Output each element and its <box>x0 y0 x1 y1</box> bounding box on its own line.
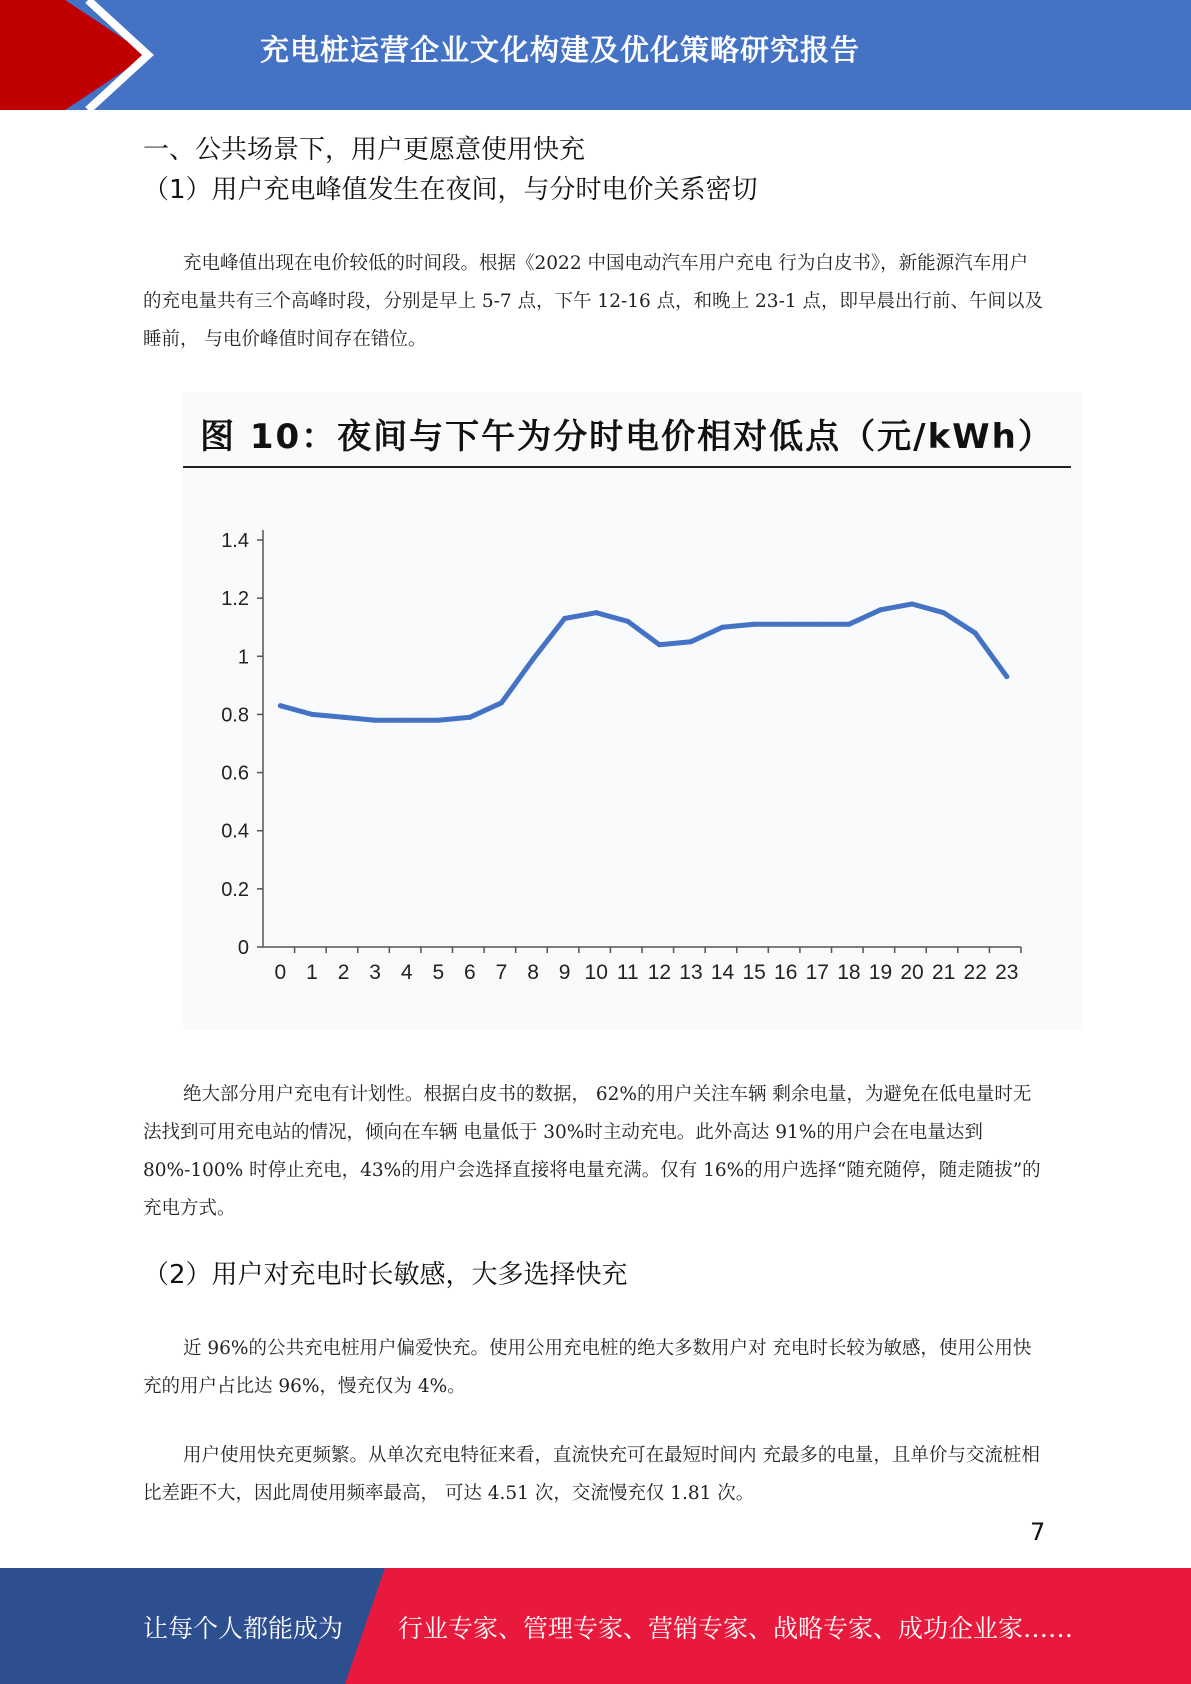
footer-slogan-right: 行业专家、管理专家、营销专家、战略专家、成功企业家…… <box>398 1614 1074 1643</box>
data-point <box>783 622 788 627</box>
x-tick-label: 9 <box>558 961 571 984</box>
paragraph-fast-charge-preference: 近 96%的公共充电桩用户偏爱快充。使用公用充电桩的绝大多数用户对 充电时长较为敏感，使用公用快充的用户占比达 96%，慢充仅为 4%。 <box>143 1338 1032 1397</box>
report-header <box>0 0 1191 110</box>
footer-slogan-left: 让每个人都能成为 <box>143 1614 344 1643</box>
report-title: 充电桩运营企业文化构建及优化策略研究报告 <box>260 33 861 67</box>
data-point <box>373 718 378 723</box>
x-tick-label: 2 <box>337 961 350 984</box>
x-tick-label: 12 <box>647 961 672 984</box>
x-tick-label: 1 <box>306 961 318 984</box>
data-point <box>310 712 315 717</box>
data-point <box>278 703 283 708</box>
y-tick-label: 0.4 <box>221 820 249 843</box>
y-tick-label: 1.2 <box>221 588 249 611</box>
data-point <box>720 625 725 630</box>
x-tick-label: 11 <box>616 961 639 984</box>
x-tick-label: 22 <box>963 961 987 984</box>
x-tick-label: 10 <box>584 961 608 984</box>
x-tick-label: 5 <box>432 961 445 984</box>
data-point <box>625 619 630 624</box>
x-tick-label: 8 <box>527 961 539 984</box>
data-point <box>941 610 946 615</box>
data-point <box>594 610 599 615</box>
series-line <box>280 604 1006 720</box>
paragraph-charging-planning: 绝大部分用户充电有计划性。根据白皮书的数据， 62%的用户关注车辆 剩余电量，为避免在低电量时无法找到可用充电站的情况，倾向在车辆 电量低于 30%时主动充电。此外高达 91%的用户会在电量达到 80%-100% 时停止充电，43%的用户会选择直接将电量充满。仅有 16%的用户选择“随充随停，随走随拔”的充电方式。 <box>143 1084 1041 1219</box>
x-tick-label: 17 <box>805 961 829 984</box>
data-point <box>815 622 820 627</box>
y-tick-label: 0.8 <box>221 704 249 727</box>
data-point <box>846 622 851 627</box>
subsection-heading-1: （1）用户充电峰值发生在夜间，与分时电价关系密切 <box>143 175 758 205</box>
paragraph-fast-charge-frequency: 用户使用快充更频繁。从单次充电特征来看，直流快充可在最短时间内 充最多的电量，且单价与交流桩相比差距不大，因此周使用频率最高， 可达 4.51 次，交流慢充仅 1.81 次。 <box>143 1445 1040 1504</box>
data-point <box>531 657 536 662</box>
x-tick-label: 6 <box>464 961 476 984</box>
data-point <box>562 616 567 621</box>
x-tick-label: 14 <box>710 961 735 984</box>
y-tick-label: 0 <box>237 937 249 959</box>
data-point <box>436 718 441 723</box>
data-point <box>499 700 504 705</box>
data-point <box>404 718 409 723</box>
data-point <box>973 631 978 636</box>
y-tick-label: 0.2 <box>221 878 249 901</box>
data-point <box>657 642 662 647</box>
page-number: 7 <box>1030 1518 1046 1546</box>
data-point <box>910 602 915 607</box>
data-point <box>878 607 883 612</box>
x-tick-label: 21 <box>931 961 956 984</box>
x-tick-label: 7 <box>495 961 508 984</box>
data-point <box>341 715 346 720</box>
x-tick-label: 23 <box>995 961 1019 984</box>
x-tick-label: 0 <box>274 961 287 984</box>
x-tick-label: 19 <box>868 961 893 984</box>
x-tick-label: 18 <box>837 961 861 984</box>
x-tick-label: 15 <box>742 961 766 984</box>
paragraph-peak-times: 充电峰值出现在电价较低的时间段。根据《2022 中国电动汽车用户充电 行为白皮书》，新能源汽车用户的充电量共有三个高峰时段，分别是早上 5-7 点，下午 12-16 点，和晚上 23-1 点，即早晨出行前、午间以及睡前， 与电价峰值时间存在错位。 <box>143 253 1043 350</box>
data-point <box>752 622 757 627</box>
x-tick-label: 4 <box>400 961 413 984</box>
figure-title-rule <box>183 466 1071 468</box>
y-tick-label: 1 <box>237 646 249 669</box>
subsection-heading-2: （2）用户对充电时长敏感，大多选择快充 <box>143 1260 628 1290</box>
data-point <box>689 639 694 644</box>
data-point <box>467 715 472 720</box>
section-heading: 一、公共场景下，用户更愿意使用快充 <box>143 135 586 165</box>
y-tick-label: 1.4 <box>221 530 249 552</box>
x-tick-label: 13 <box>679 961 703 984</box>
x-tick-label: 20 <box>900 961 924 984</box>
line-chart <box>183 470 1083 1030</box>
x-tick-label: 3 <box>369 961 381 984</box>
x-tick-label: 16 <box>774 961 798 984</box>
data-point <box>1004 674 1009 679</box>
y-tick-label: 0.6 <box>221 762 249 785</box>
figure-title: 图 10：夜间与下午为分时电价相对低点（元/kWh） <box>200 417 1054 457</box>
